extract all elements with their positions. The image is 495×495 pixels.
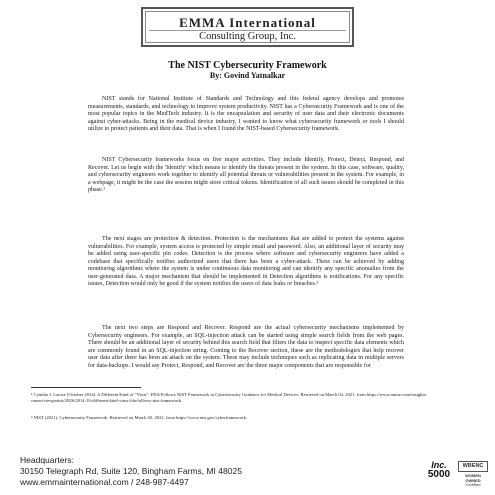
document-title: The NIST Cybersecurity Framework <box>168 60 327 71</box>
document-author: By: Govind Yatnalkar <box>209 71 286 80</box>
footnote-1: ¹ Cynthia J. Larose (October 2014). A Different Kind of "Virus": FDA Follows NIST Framework in Cybersecurity Guidance for Medical Devices. Retrieved on March 02, 2021, from https://www.mintz.com/insights-center/viewpoints/2826/2014-10-different-kind-virus-fda-follows-nist-framework. <box>31 392 428 404</box>
women-owned-badge <box>458 474 488 487</box>
footnote-divider <box>31 387 141 388</box>
logo-company-name: EMMA International <box>179 15 316 30</box>
body-paragraph-4: The next two steps are Respond and Recover. Respond are the actual cybersecurity mechanisms implemented by Cybersecurity engineers. For example, an SQL-injection attack can be started using simple search fields from the web pages. There should be an additional layer of security behind this search field that filters the data to inspect specific data elements which are commonly found in an SQL-injection string. Coming to the Recover section, these are the methodologies that help recover user data after there has been an attack on the system. These may include techniques such as replicating data in multiple servers for data-backups. I would say Protect, Respond, and Recover are the three major components that are responsible for <box>88 325 404 369</box>
women-owned-line3: Certified <box>465 482 481 487</box>
headquarters-address: 30150 Telegraph Rd, Suite 120, Bingham Farms, MI 48025 <box>20 466 242 476</box>
women-owned-line1: WOMEN <box>465 473 481 478</box>
wbenc-badge: WBENC <box>458 461 488 472</box>
company-logo <box>141 7 354 47</box>
headquarters-label: Headquarters: <box>20 455 74 465</box>
inc5000-badge-line1: Inc. <box>431 460 447 470</box>
website-phone: www.emmainternational.com / 248-987-4497 <box>20 477 189 487</box>
body-paragraph-3: The next stages are protection & detection. Protection is the mechanisms that are added to protect the systems against vulnerabilities. For example, system access is protected by simple email and password. Also, an additional layer of security may be added using user-specific pin codes. Detection is the process where software and cybersecurity engineers have added a codebase that specifically notifies authorized users that there has been a cyber-attack. These can be achieved by adding monitoring algorithms where the system is under continuous data monitoring and can identify any specific anomalies from the user-generated data. A major mechanism that should be implemented in Detection algorithms is notifications. For any specific issues, Detection would only be good if the system notifies the users of data leaks or breaches.² <box>88 236 404 288</box>
logo-company-subtitle: Consulting Group, Inc. <box>199 31 296 42</box>
women-owned-line2: OWNED <box>465 477 481 483</box>
footnote-2: ² NIST (2021). Cybersecurity Framework. Retrieved on March 02, 2021, from https://www.nist.gov/cyberframework. <box>31 415 248 420</box>
body-paragraph-2: NIST Cybersecurity frameworks focus on five major activities. They include Identify, Protect, Detect, Respond, and Recover. Let us begin with the 'Identify' which means to identify the threats present in the system. In this case, software, quality, and cybersecurity engineers work together to identify all potential threats or vulnerabilities present in the system. For example, in a webpage, it might be the case the session might store critical tokens. Identification of all such issues should be completed in this phase.¹ <box>88 157 404 194</box>
body-paragraph-1: NIST stands for National Institute of Standards and Technology and this federal agency develops and promotes measurements, standards, and technology to improve system productivity. NIST has a Cybersecurity Framework and is one of the most popular topics in the MedTech industry. It is the encapsulation and security of user data and their electronic documents against cyber-attacks. Being in the medical device industry, I wanted to know what cybersecurity framework or tools I should utilize to protect patients and their data. That is when I found the NIST-based Cybersecurity framework. <box>88 96 404 133</box>
inc5000-badge-line2: 5000 <box>427 469 451 480</box>
inc5000-badge <box>424 461 454 487</box>
